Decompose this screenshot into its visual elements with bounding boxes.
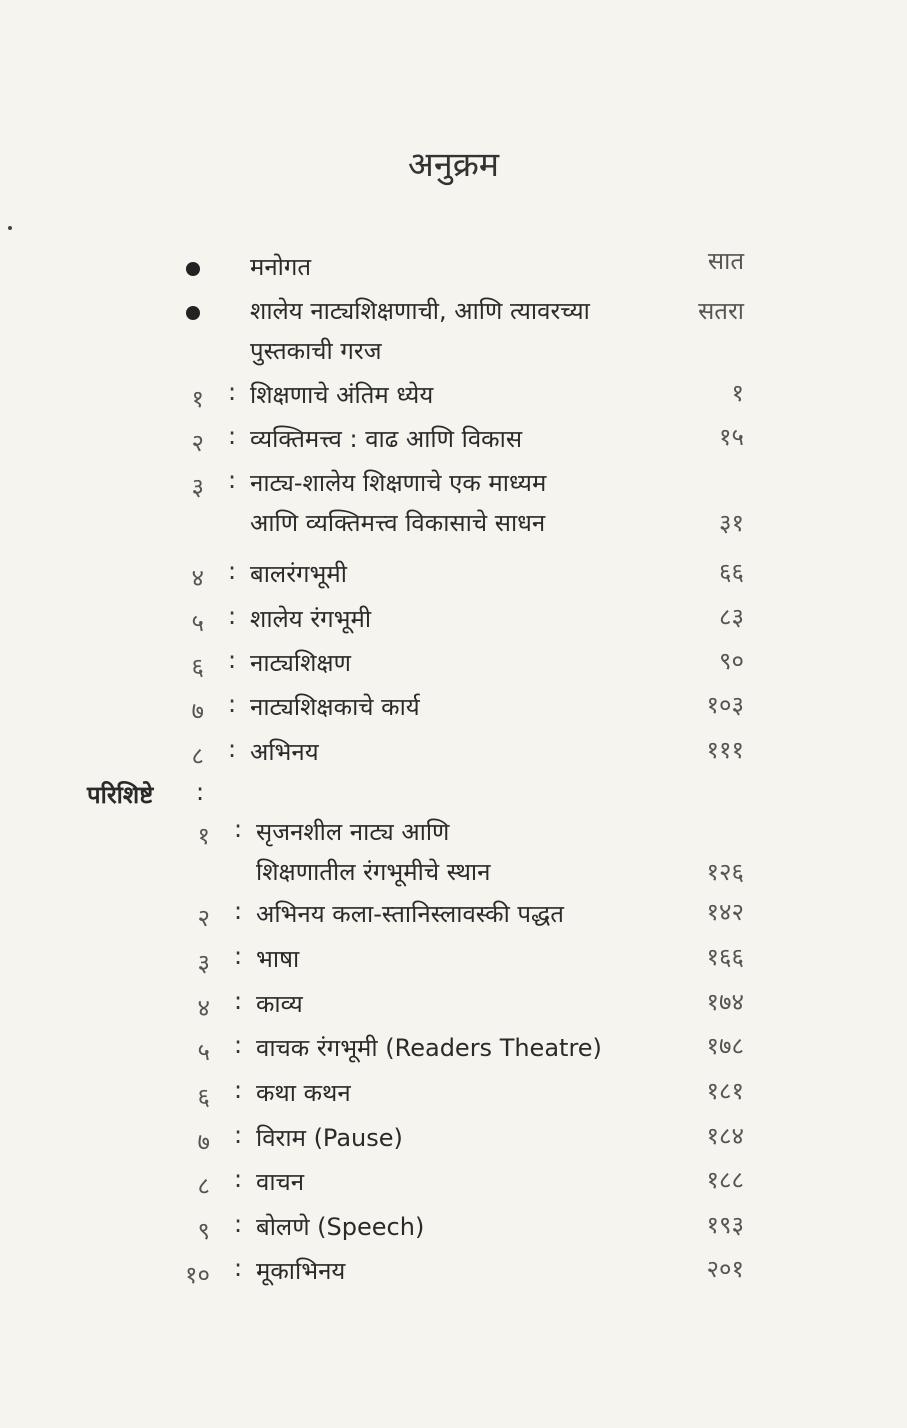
appendix-colon: : [196,778,205,806]
toc-entry-title: अभिनय [250,738,319,766]
toc-entry-title: नाट्यशिक्षण [250,649,351,677]
bullet-icon [186,306,200,320]
toc-entry-title: वाचन [256,1168,305,1196]
toc-entry-title: भाषा [256,945,300,973]
toc-entry-page: १६६ [706,943,744,971]
toc-entry-colon: : [234,942,243,970]
toc-entry-colon: : [234,1121,243,1149]
toc-entry-title: मूकाभिनय [256,1257,346,1285]
toc-entry-page: १२६ [706,858,744,886]
toc-entry-title: व्यक्तिमत्त्व : वाढ आणि विकास [250,425,523,453]
toc-entry-title-cont: शिक्षणातील रंगभूमीचे स्थान [256,858,491,886]
toc-entry-number: ७ [191,697,204,725]
toc-entry-colon: : [228,602,237,630]
toc-entry-title: बालरंगभूमी [250,560,347,588]
toc-entry-colon: : [228,378,237,406]
toc-entry-colon: : [234,1076,243,1104]
toc-entry-number: ३ [197,949,210,977]
toc-entry-colon: : [234,1165,243,1193]
toc-entry-number: ४ [197,994,210,1022]
toc-entry-title-cont: आणि व्यक्तिमत्त्व विकासाचे साधन [250,509,546,537]
toc-entry-page: १७४ [706,988,744,1016]
toc-entry-number: २ [197,904,210,932]
toc-entry-colon: : [228,466,237,494]
toc-entry-title: शिक्षणाचे अंतिम ध्येय [250,381,434,409]
toc-entry-colon: : [228,735,237,763]
toc-entry-page: ३१ [719,509,744,537]
toc-entry-number: ७ [197,1128,210,1156]
toc-entry-title: विराम (Pause) [256,1124,403,1152]
toc-entry-page: ९० [719,647,744,675]
toc-entry-page: ६६ [719,558,744,586]
toc-entry-number: ८ [197,1172,210,1200]
toc-entry-colon: : [228,557,237,585]
toc-entry-number: ६ [197,1083,210,1111]
toc-entry-colon: : [228,690,237,718]
toc-entry-page: सात [707,247,744,275]
toc-entry-number: ८ [191,742,204,770]
toc-entry-number: ५ [197,1038,210,1066]
toc-entry-number: १ [197,822,210,850]
toc-entry-page: १०३ [706,691,744,719]
appendix-heading: परिशिष्टे [87,781,154,809]
toc-entry-page: १९३ [706,1211,744,1239]
toc-entry-title: शालेय रंगभूमी [250,605,372,633]
toc-entry-page: १७८ [706,1032,744,1060]
toc-entry-page: १५ [719,423,744,451]
toc-entry-title: सृजनशील नाट्य आणि [256,818,450,846]
toc-entry-page: १८१ [706,1077,744,1105]
toc-entry-page: ८३ [719,603,744,631]
toc-entry-colon: : [228,422,237,450]
toc-entry-number: ३ [191,473,204,501]
toc-entry-number: १ [191,385,204,413]
page-title: अनुक्रम [407,145,500,185]
toc-entry-colon: : [234,987,243,1015]
toc-entry-page: सतरा [698,297,744,325]
toc-entry-page: १११ [706,736,744,764]
toc-entry-number: ५ [191,609,204,637]
bullet-icon [186,262,200,276]
toc-entry-title: मनोगत [250,253,312,281]
toc-entry-title: शालेय नाट्यशिक्षणाची, आणि त्यावरच्या [250,297,590,325]
toc-entry-title-cont: पुस्तकाची गरज [250,337,382,365]
toc-entry-number: २ [191,429,204,457]
toc-entry-page: १८८ [706,1166,744,1194]
toc-entry-page: १४२ [706,898,744,926]
toc-entry-page: १८४ [706,1122,744,1150]
toc-entry-title: बोलणे (Speech) [256,1213,425,1241]
toc-entry-colon: : [234,1031,243,1059]
toc-entry-title: नाट्यशिक्षकाचे कार्य [250,693,420,721]
toc-entry-number: १० [185,1261,210,1289]
toc-entry-number: ६ [191,653,204,681]
toc-entry-title: अभिनय कला-स्तानिस्लावस्की पद्धत [256,900,564,928]
stray-mark [8,226,12,230]
toc-entry-page: १ [731,379,744,407]
toc-entry-colon: : [234,1210,243,1238]
toc-entry-title: नाट्य-शालेय शिक्षणाचे एक माध्यम [250,469,547,497]
toc-entry-title: काव्य [256,990,303,1018]
toc-entry-title: वाचक रंगभूमी (Readers Theatre) [256,1034,602,1062]
toc-entry-colon: : [234,815,243,843]
toc-entry-number: ९ [197,1217,210,1245]
toc-entry-colon: : [228,646,237,674]
toc-entry-page: २०१ [706,1255,744,1283]
toc-entry-colon: : [234,897,243,925]
toc-entry-title: कथा कथन [256,1079,351,1107]
toc-entry-colon: : [234,1254,243,1282]
toc-entry-number: ४ [191,564,204,592]
